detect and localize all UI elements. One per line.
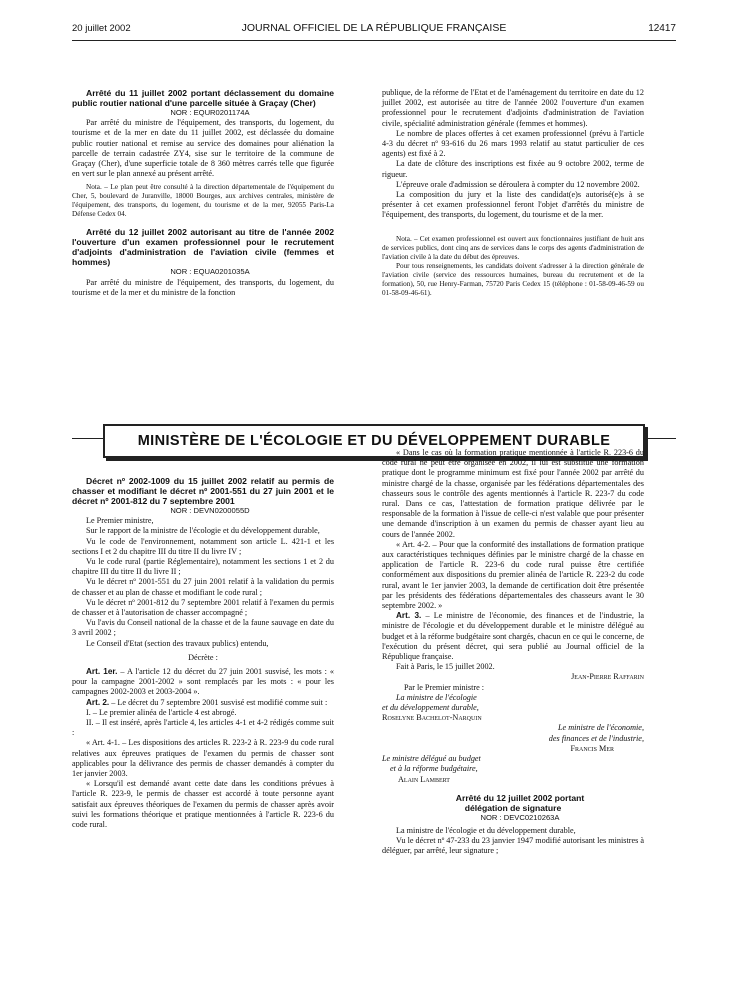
ministre-budget-1: Le ministre délégué au budget <box>382 754 481 764</box>
article-4-2: « Art. 4-2. – Pour que la conformité des installations de formation pratique aux caractéristiques techniques définies par le ministre chargé de la chasse en application de l'article R. 223-6 du code rural puisse être certifiée conformément aux dispositions du premier alinéa de l'article R. 223-2 du code rural, avant le 1er janvier 2003, la demande de certification doit être présentée par les présidents des fédérations départementales des chasseurs avant le 30 septembre 2002. » <box>382 539 644 611</box>
page-number: 12417 <box>648 23 676 34</box>
header-rule <box>72 40 676 41</box>
arrete-3-nor: NOR : DEVC0210263A <box>480 812 560 822</box>
decret-vu-4: Vu le décret nº 2001-812 du 7 septembre 2001 relatif à l'examen du permis de chasser et à l'autorisation de chasser accompagné ; <box>72 597 334 618</box>
ministre-economie-1: Le ministre de l'économie, <box>557 723 644 733</box>
decret-nor: NOR : DEVN0200055D <box>170 506 250 515</box>
article-2-label: Art. 2. <box>86 697 110 707</box>
arrete-1-title: Arrêté du 11 juillet 2002 portant déclassement du domaine public routier national d'une parcelle située à Graçay (Cher) <box>72 88 334 108</box>
ministre-budget-2: et à la réforme budgétaire, <box>390 764 478 774</box>
article-1-text: – A l'article 12 du décret du 27 juin 2001 susvisé, les mots : « pour la campagne 2001-2002 » sont remplacés par les mots : « pour les campagnes 2002-2003 et 2003-2004 ». <box>72 667 334 697</box>
article-1 <box>72 667 334 698</box>
article-2-i: I. – Le premier alinéa de l'article 4 est abrogé. <box>86 707 237 717</box>
arrete-2-title: Arrêté du 12 juillet 2002 autorisant au titre de l'année 2002 l'ouverture d'un examen professionnel pour le recrutement d'adjoints d'administration de l'aviation civile (femmes et hommes) <box>72 227 334 268</box>
decret-vu-3: Vu le décret nº 2001-551 du 27 juin 2001 relatif à la validation du permis de chasser et au plan de chasse et modifiant le code rural ; <box>72 577 334 597</box>
article-3 <box>382 611 644 662</box>
article-3-text: – Le ministre de l'économie, des finances et de l'industrie, la ministre de l'écologie et du développement durable et le ministre délégué au budget et à la réforme budgétaire sont chargés, chacun en ce qui le concerne, de l'exécution du présent décret, qui sera publié au Journal officiel de la République française. <box>382 611 644 662</box>
arrete-1-note <box>72 183 334 219</box>
fait-a-paris: Fait à Paris, le 15 juillet 2002. <box>396 662 495 672</box>
decret-vu-5: Vu l'avis du Conseil national de la chasse et de la faune sauvage en date du 3 avril 2002 ; <box>72 618 334 638</box>
article-2-ii: II. – Il est inséré, après l'article 4, les articles 4-1 et 4-2 rédigés comme suit : <box>72 718 334 738</box>
arrete-3-title: Arrêté du 12 juillet 2002 portant délégation de signature <box>455 792 585 813</box>
decret-vu-1: Vu le code de l'environnement, notamment son article L. 421-1 et les sections I et 2 du chapitre III du titre II du livre IV ; <box>72 536 334 556</box>
article-4-1-cont: « Lorsqu'il est demandé avant cette date dans les conditions prévues à l'article R. 223-9, le permis de chasser est accordé à toute personne ayant satisfait aux épreuves théoriques de l'examen du permis de chasser après avoir suivi les formations théorique et pratique mentionnées à l'article R. 223-6 du code rural. <box>72 779 334 830</box>
signature-economie: Francis Mer <box>570 743 614 753</box>
running-header <box>72 20 676 40</box>
arrete-1-note-text: Nota. – Le plan peut être consulté à la direction départementale de l'équipement du Cher, 5, boulevard de Juranville, 18000 Bourges, aux archives centrales, ministère de l'équipement, des transports, du logement, du tourisme et de la mer, 92055 Paris-La Défense Cedex 04. <box>72 183 334 219</box>
journal-title: JOURNAL OFFICIEL DE LA RÉPUBLIQUE FRANÇAISE <box>241 22 507 34</box>
arrete-2-jury: La composition du jury et la liste des candidat(e)s autorisé(e)s à se présenter à cet examen professionnel feront l'objet d'arrêtés du ministre de l'équipement, des transports, du logement, du tourisme et de la mer. <box>382 190 644 220</box>
arrete-2-note-2: Pour tous renseignements, les candidats doivent s'adresser à la direction générale de l'aviation civile (service des ressources humaines, bureau du recrutement et de la formation), 50, rue Henry-Farman, 75720 Paris Cedex 15 (téléphone : 01-58-09-46-59 ou 01-58-09-46-61). <box>382 261 644 297</box>
article-1-label: Art. 1er. <box>86 667 118 677</box>
top-right-column <box>382 88 644 298</box>
arrete-2-body-cont: publique, de la réforme de l'Etat et de l'aménagement du territoire en date du 12 juillet 2002, est autorisée au titre de l'année 2002 l'ouverture d'un examen professionnel pour le recrutement d'adjoints d'administration de l'aviation civile, spécialité administration générale (femmes et hommes). <box>382 88 644 128</box>
decret-premier-ministre: Le Premier ministre, <box>86 516 154 526</box>
arrete-3-vu: Vu le décret nº 47-233 du 23 janvier 1947 modifié autorisant les ministres à déléguer, par arrêté, leur signature ; <box>382 836 644 856</box>
decret-rapport: Sur le rapport de la ministre de l'écologie et du développement durable, <box>86 526 320 536</box>
arrete-2-note-1: Nota. – Cet examen professionnel est ouvert aux fonctionnaires justifiant de huit ans de services publics, dont cinq ans de services dans le corps des agents d'administration de l'aviation civile à la date du début des épreuves. <box>382 234 644 261</box>
bottom-left-column <box>72 476 334 830</box>
ministre-economie-2: des finances et de l'industrie, <box>548 733 644 743</box>
decret-conseil: Le Conseil d'Etat (section des travaux publics) entendu, <box>86 638 269 648</box>
arrete-2-nor: NOR : EQUA0201035A <box>170 267 250 277</box>
article-4-1: « Art. 4-1. – Les dispositions des articles R. 223-2 à R. 223-9 du code rural relatives aux épreuves pratiques de l'examen du permis de chasser sont applicables pour la délivrance des permis de chasser demandés à compter du 1er janvier 2003. <box>72 738 334 779</box>
arrete-3-ministre: La ministre de l'écologie et du développement durable, <box>396 825 576 835</box>
signature-ecologie: Roselyne Bachelot-Narquin <box>382 713 482 723</box>
signature-budget: Alain Lambert <box>398 774 450 784</box>
decret-vu-2: Vu le code rural (partie Réglementaire), notamment les sections 1 et 2 du chapitre III du titre II du livre II ; <box>72 557 334 577</box>
article-2-text: – Le décret du 7 septembre 2001 susvisé est modifié comme suit : <box>109 697 328 707</box>
decret-title: Décret nº 2002-1009 du 15 juillet 2002 relatif au permis de chasser et modifiant le décret nº 2001-551 du 27 juin 2001 et le décret nº 2001-812 du 7 septembre 2001 <box>72 476 334 506</box>
ministre-ecologie-1: La ministre de l'écologie <box>396 692 477 702</box>
signature-premier-ministre: Jean-Pierre Raffarin <box>571 672 644 682</box>
arrete-2-body-start: Par arrêté du ministre de l'équipement, des transports, du logement, du tourisme et de la mer et du ministre de la fonction <box>72 277 334 297</box>
ministre-ecologie-2: et du développement durable, <box>382 703 479 713</box>
par-le-premier-ministre: Par le Premier ministre : <box>404 682 485 692</box>
bottom-right-column <box>382 448 644 857</box>
decret-decrete: Décrète : <box>188 652 218 662</box>
arrete-2-cloture: La date de clôture des inscriptions est fixée au 9 octobre 2002, terme de rigueur. <box>382 159 644 179</box>
arrete-1-nor: NOR : EQUR0201174A <box>170 108 250 117</box>
arrete-1-body: Par arrêté du ministre de l'équipement, des transports, du logement, du tourisme et de la mer en date du 11 juillet 2002, est déclassée du domaine public routier national et remise au service des domaines pour aliénation la parcelle de terrain cadastrée ZY4, sise sur le territoire de la commune de Graçay (Cher), d'une superficie totale de 8 360 mètres carrés telle que figurée en vert sur le plan annexé au présent arrêté. <box>72 118 334 179</box>
article-4-1-formation: « Dans le cas où la formation pratique mentionnée à l'article R. 223-6 du code rural ne peut être organisée en 2002, il lui est substitué une formation pratique dont le programme minimum est fixé pour l'année 2002 par arrêté du ministre chargé de la chasse, organisée par les fédérations départementales des chasseurs sous le contrôle des agents mentionnés à l'article R. 223-7 du code rural. Dans ce cas, l'attestation de formation pratique délivrée par le responsable de la formation à l'issue de celle-ci n'est valable que pour présenter une demande d'inscription à un examen du permis de chasser ayant lieu au cours de l'année 2002. <box>382 448 644 539</box>
arrete-2-epreuve: L'épreuve orale d'admission se déroulera à compter du 12 novembre 2002. <box>396 179 640 189</box>
arrete-2-note <box>382 235 644 298</box>
article-3-label: Art. 3. <box>396 611 422 621</box>
top-left-column <box>72 88 334 298</box>
header-date: 20 juillet 2002 <box>72 23 131 34</box>
ministry-banner: MINISTÈRE DE L'ÉCOLOGIE ET DU DÉVELOPPEMENT DURABLE <box>103 424 645 458</box>
article-2 <box>72 698 334 708</box>
arrete-2-places: Le nombre de places offertes à cet examen professionnel (prévu à l'article 4-3 du décret nº 93-616 du 26 mars 1993 relatif au statut particulier de ces agents) est fixé à 2. <box>382 128 644 159</box>
